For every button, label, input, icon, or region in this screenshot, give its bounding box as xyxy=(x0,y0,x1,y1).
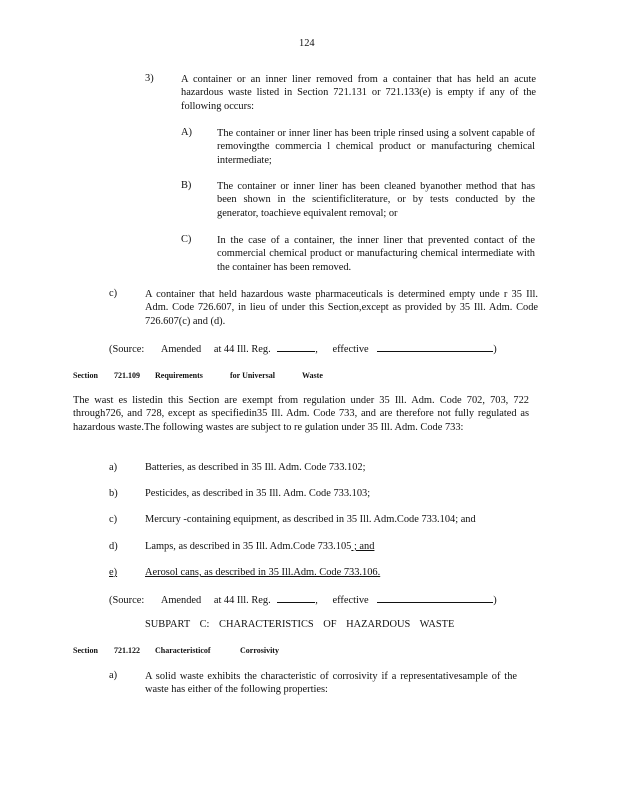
item-3a-label: A) xyxy=(181,127,192,138)
list-item-b-label: b) xyxy=(109,488,118,499)
source-comma: , xyxy=(315,595,318,606)
section-109-body: The wast es listedin this Section are exempt from regulation under 35 Ill. Adm. Code 702, 703, 722 through726, and 728, except as specifiedin35 Ill. Adm. Code 733, and are therefore not fully regulated as hazardous waste.The following wastes are subject to re gulation under 35 Ill. Adm. Code 733: xyxy=(73,395,529,433)
list-item-a-label: a) xyxy=(109,462,118,473)
section-109-label: Section xyxy=(73,371,98,380)
effective-blank xyxy=(377,593,493,603)
item-3-text: A container or an inner liner removed from a container that has held an acute hazardous waste listed in Section 721.131 or 721.133(e) is empty if any of the following occurs: xyxy=(181,74,536,112)
item-3b-label: B) xyxy=(181,180,192,191)
source-prefix: (Source: xyxy=(109,344,145,355)
source-close: ) xyxy=(493,595,497,606)
list-item-c-text: Mercury -containing equipment, as described in 35 Ill. Adm.Code 733.104; and xyxy=(145,514,476,525)
section-122-number: 721.122 xyxy=(114,646,140,655)
source-comma: , xyxy=(315,344,318,355)
source-prefix: (Source: xyxy=(109,595,145,606)
list-item-e-text: Aerosol cans, as described in 35 Ill.Adm. Code 733.106. xyxy=(145,567,381,578)
source-effective: effective xyxy=(332,344,369,355)
list-item-c-label: c) xyxy=(109,514,118,525)
list-item-e-label: e) xyxy=(109,567,118,578)
source-effective: effective xyxy=(332,595,369,606)
list-item-d xyxy=(145,541,374,552)
source-amended: Amended xyxy=(160,595,202,606)
list-item-d-insertion: ; and xyxy=(351,541,375,552)
source-note-2 xyxy=(109,593,497,606)
list-item-d-text: Lamps, as described in 35 Ill. Adm.Code 733.105 xyxy=(145,541,352,552)
source-register: at 44 Ill. Reg. xyxy=(213,344,271,355)
item-3c-label: C) xyxy=(181,234,192,245)
section-122-title-1: Characteristicof xyxy=(155,646,211,655)
section-109-number: 721.109 xyxy=(114,371,140,380)
register-blank xyxy=(277,342,315,352)
section-109-title-1: Requirements xyxy=(155,371,203,380)
item-3c-text: In the case of a container, the inner liner that prevented contact of the commercial chemical product or manufacturing chemical intermediate with the container has been removed. xyxy=(217,235,535,273)
item-c-text: A container that held hazardous waste pharmaceuticals is determined empty unde r 35 Ill. Adm. Code 726.607, in lieu of under this Section,except as provided by 35 Ill. Adm. Code 726.607(c) and (d). xyxy=(145,289,538,327)
item-3b-text: The container or inner liner has been cleaned byanother method that has been shown in the scientificliterature, or by tests conducted by the generator, toachieve equivalent removal; or xyxy=(217,181,535,219)
source-close: ) xyxy=(493,344,497,355)
source-amended: Amended xyxy=(160,344,202,355)
section-109-title-2: for Universal xyxy=(230,371,275,380)
source-note-1 xyxy=(109,342,497,355)
item-3a-text: The container or inner liner has been triple rinsed using a solvent capable of removingthe commercia l chemical product or manufacturing chemical intermediate; xyxy=(217,128,535,166)
item-3-label: 3) xyxy=(145,73,154,84)
item-122a-label: a) xyxy=(109,670,118,681)
item-122a-text: A solid waste exhibits the characteristic of corrosivity if a representativesample of the waste has either of the following properties: xyxy=(145,671,517,696)
section-122-label: Section xyxy=(73,646,98,655)
source-register: at 44 Ill. Reg. xyxy=(213,595,271,606)
list-item-d-label: d) xyxy=(109,541,118,552)
section-122-title-2: Corrosivity xyxy=(240,646,279,655)
page-number: 124 xyxy=(299,38,315,49)
item-c-label: c) xyxy=(109,288,118,299)
register-blank xyxy=(277,593,315,603)
list-item-a-text: Batteries, as described in 35 Ill. Adm. Code 733.102; xyxy=(145,462,366,473)
list-item-b-text: Pesticides, as described in 35 Ill. Adm. Code 733.103; xyxy=(145,488,371,499)
section-109-title-3: Waste xyxy=(302,371,323,380)
subpart-heading: SUBPART C: CHARACTERISTICS OF HAZARDOUS WASTE xyxy=(145,619,455,630)
effective-blank xyxy=(377,342,493,352)
